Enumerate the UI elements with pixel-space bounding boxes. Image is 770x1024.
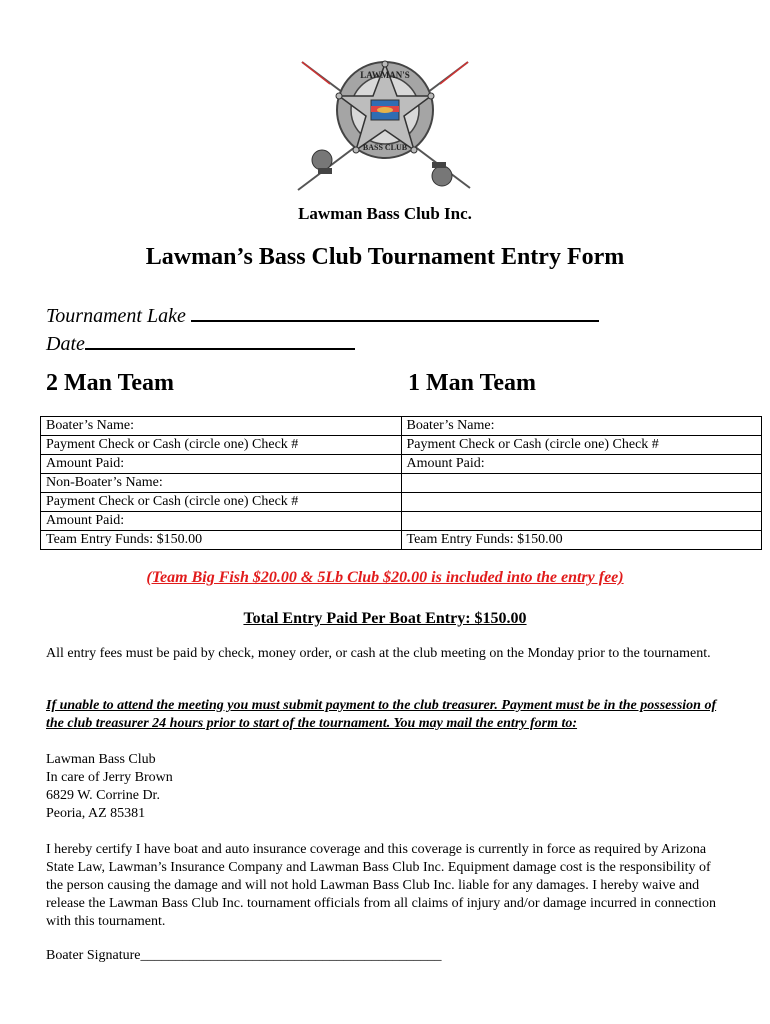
non-boater-name-cell[interactable]: Non-Boater’s Name: <box>41 474 402 493</box>
unable-attend-paragraph: If unable to attend the meeting you must submit payment to the club treasurer. Payment must be in the possession of the club treasurer 24 hours prior to start of the tournament. You may mail the entry form to: <box>46 698 717 731</box>
form-title: Lawman’s Bass Club Tournament Entry Form <box>145 244 625 270</box>
table-row <box>41 474 762 493</box>
tournament-lake-underline[interactable] <box>191 300 599 322</box>
tournament-lake-field[interactable] <box>46 300 599 328</box>
table-row <box>41 436 762 455</box>
signature-label: Boater Signature <box>46 948 141 963</box>
total-entry-note: Total Entry Paid Per Boat Entry: $150.00 <box>243 610 527 627</box>
date-label: Date <box>46 333 85 355</box>
waiver-paragraph: I hereby certify I have boat and auto insurance coverage and this coverage is currently in force as required by Arizona State Law, Lawman’s Insurance Company and Lawman Bass Club Inc. Equipment damage cost is the responsibility of the person causing the damage and will not hold Lawman Bass Club Inc. liable for any damages. I hereby waive and release the Lawman Bass Club Inc. tournament officials from all claims of injury and/or damage incurred in connection with this tournament. <box>46 842 716 929</box>
badge-bottom-text: BASS CLUB <box>362 143 408 152</box>
two-man-entry-funds-cell: Team Entry Funds: $150.00 <box>41 531 402 550</box>
address-line: Peoria, AZ 85381 <box>46 806 146 821</box>
address-line: In care of Jerry Brown <box>46 770 173 785</box>
table-row <box>41 455 762 474</box>
table-row <box>41 417 762 436</box>
mailing-address <box>46 751 173 823</box>
two-man-boater-name-cell[interactable]: Boater’s Name: <box>41 417 402 436</box>
organization-name: Lawman Bass Club Inc. <box>298 204 472 223</box>
one-man-entry-funds-cell: Team Entry Funds: $150.00 <box>401 531 762 550</box>
table-row <box>41 512 762 531</box>
payment-methods-paragraph: All entry fees must be paid by check, money order, or cash at the club meeting on the Monday prior to the tournament. <box>46 646 711 661</box>
date-field[interactable] <box>46 328 355 356</box>
address-line: 6829 W. Corrine Dr. <box>46 788 160 803</box>
address-line: Lawman Bass Club <box>46 752 156 767</box>
badge-top-text: LAWMAN'S <box>360 70 410 80</box>
one-man-team-title: 1 Man Team <box>408 370 537 396</box>
two-man-payment-cell[interactable]: Payment Check or Cash (circle one) Check # <box>41 436 402 455</box>
big-fish-note: (Team Big Fish $20.00 & 5Lb Club $20.00 is included into the entry fee) <box>146 569 624 586</box>
date-underline[interactable] <box>85 328 355 350</box>
table-row <box>41 531 762 550</box>
table-row <box>41 493 762 512</box>
one-man-payment-cell[interactable]: Payment Check or Cash (circle one) Check # <box>401 436 762 455</box>
empty-cell <box>401 512 762 531</box>
non-boater-payment-cell[interactable]: Payment Check or Cash (circle one) Check # <box>41 493 402 512</box>
two-man-team-title: 2 Man Team <box>46 370 175 396</box>
tournament-lake-label: Tournament Lake <box>46 305 186 327</box>
empty-cell <box>401 493 762 512</box>
boater-signature-field[interactable] <box>46 948 441 964</box>
one-man-amount-cell[interactable]: Amount Paid: <box>401 455 762 474</box>
club-logo <box>290 58 480 198</box>
two-man-amount-cell[interactable]: Amount Paid: <box>41 455 402 474</box>
one-man-boater-name-cell[interactable]: Boater’s Name: <box>401 417 762 436</box>
signature-line[interactable]: ___________________________________________ <box>140 948 442 963</box>
non-boater-amount-cell[interactable]: Amount Paid: <box>41 512 402 531</box>
entry-table <box>40 416 762 550</box>
empty-cell <box>401 474 762 493</box>
